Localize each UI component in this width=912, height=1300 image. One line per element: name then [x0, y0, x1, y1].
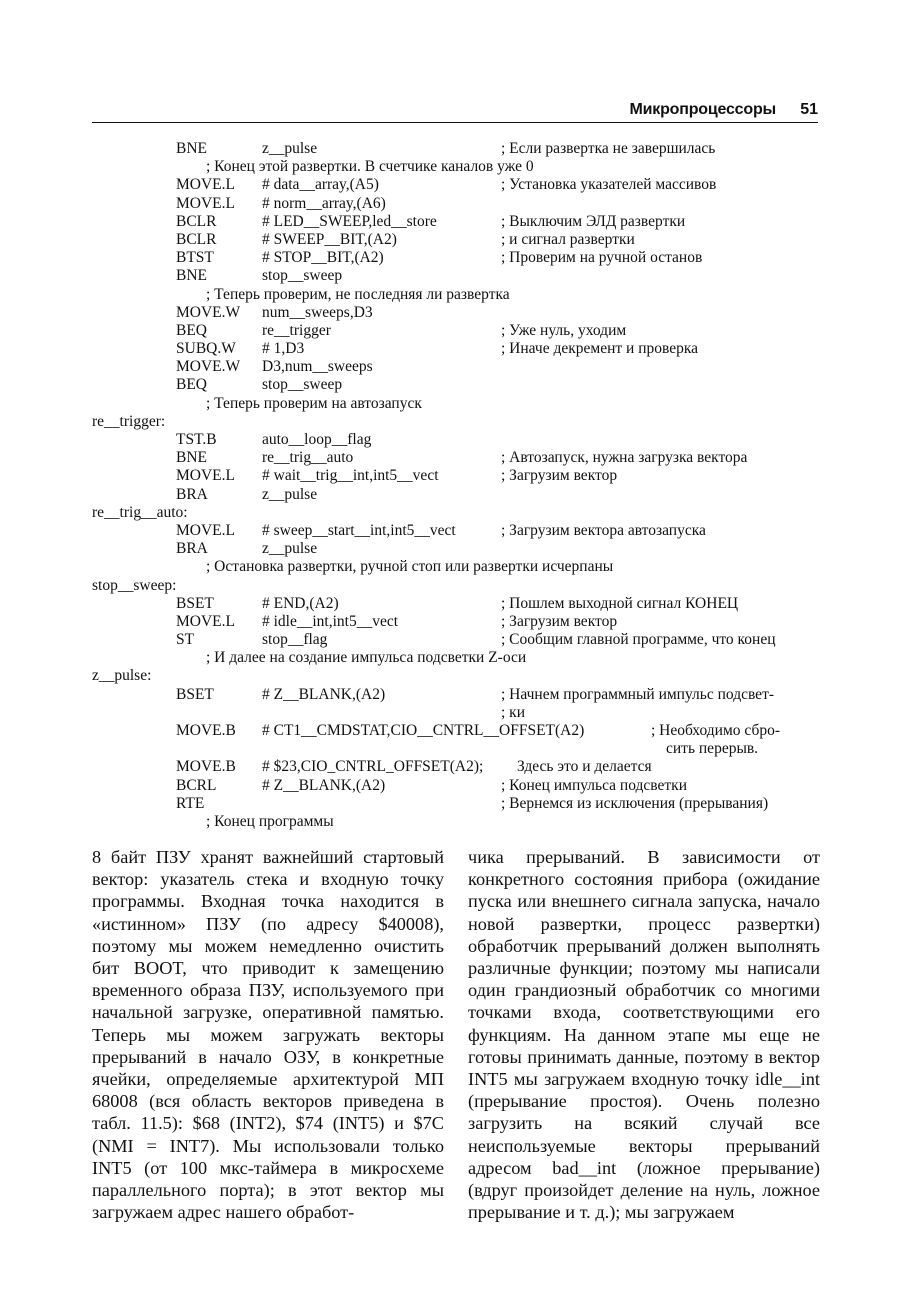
code-comment: ; Загрузим вектора автозапуска	[501, 521, 706, 539]
instruction-operand: D3,num__sweeps	[262, 358, 373, 376]
code-comment-line: ; Теперь проверим на автозапуск	[206, 394, 422, 412]
code-note-line	[0, 158, 912, 176]
instruction-operand: stop__sweep	[262, 376, 343, 394]
paragraph: чика прерываний. В зависимости от конкретного состояния прибора (ожидание пуска или внешнего сигнала запуска, начало новой развертки, процесс развертки) обработчик прерываний должен выполнять различные функции; поэтому мы написали один грандиозный обработчик со многими точками входа, соответствующими его функциям. На данном этапе мы еще не готовы принимать данные, поэтому в вектор INT5 мы загружаем входную точку idle__int (прерывание простоя). Очень полезно загрузить на всякий случай все неиспользуемые векторы прерываний адресом bad__int (ложное прерывание) (вдруг произойдет деление на нуль, ложное прерывание и т. д.); мы загружаем	[468, 847, 820, 1223]
code-comment: ; Загрузим вектор	[501, 612, 618, 630]
instruction-operand: # sweep__start__int,int5__vect	[262, 521, 456, 539]
section-title: Микропроцессоры	[629, 101, 776, 118]
page-number: 51	[800, 101, 818, 118]
code-label: re__trigger:	[92, 412, 166, 430]
code-comment: ; Конец импульса подсветки	[501, 776, 688, 794]
code-line	[0, 449, 912, 467]
instruction-mnemonic: SUBQ.W	[176, 340, 236, 358]
instruction-operand: # Z__BLANK,(A2)	[262, 776, 386, 794]
code-line	[0, 777, 912, 795]
code-line	[0, 195, 912, 213]
instruction-mnemonic: TST.B	[176, 431, 217, 448]
paragraph: 8 байт ПЗУ хранят важнейший стартовый вектор: указатель стека и входную точку программы. Входная точка находится в «истинном» ПЗУ (по адресу $40008), поэтому мы можем немедленно очистить бит BOOT, что приводит к замещению временного образа ПЗУ, используемого при начальной загрузке, оперативной памятью. Теперь мы можем загружать векторы прерываний в начало ОЗУ, в конкретные ячейки, определяемые архитектурой МП 68008 (вся область векторов приведена в табл. 11.5): $68 (INT2), $74 (INT5) и $7C (NMI = INT7). Мы использовали только INT5 (от 100 мкс-таймера в микросхеме параллельного порта); в этот вектор мы загружаем адрес нашего обработ-	[92, 847, 444, 1223]
code-line	[0, 140, 912, 158]
code-comment: ; Иначе декремент и проверка	[501, 340, 699, 358]
instruction-operand: # LED__SWEEP,led__store	[262, 212, 437, 230]
instruction-mnemonic: MOVE.L	[176, 467, 235, 485]
code-note-line	[0, 813, 912, 831]
instruction-operand: # 1,D3	[262, 340, 305, 358]
code-line	[0, 795, 912, 813]
code-note-line	[0, 286, 912, 304]
code-line	[0, 231, 912, 249]
code-line	[0, 304, 912, 322]
code-comment: ; Установка указателей массивов	[501, 176, 717, 194]
code-label-line	[0, 667, 912, 685]
instruction-operand: # data__array,(A5)	[262, 176, 379, 194]
instruction-operand: # Z__BLANK,(A2)	[262, 685, 386, 703]
code-comment-line: ; Остановка развертки, ручной стоп или развертки исчерпаны	[206, 558, 614, 576]
instruction-operand: re__trigger	[262, 321, 331, 339]
body-text-right-column	[468, 846, 820, 1223]
code-comment: ; и сигнал развертки	[501, 230, 635, 248]
code-line	[0, 758, 912, 776]
instruction-operand: num__sweeps,D3	[262, 303, 373, 321]
code-comment: ; Выключим ЭЛД развертки	[501, 212, 686, 230]
code-label: z__pulse:	[92, 667, 152, 685]
code-comment-line: ; Конец этой развертки. В счетчике каналов уже 0	[206, 158, 534, 176]
code-comment-line: ; Теперь проверим, не последняя ли развертка	[206, 285, 510, 303]
instruction-operand: stop__flag	[262, 631, 328, 649]
code-line	[0, 595, 912, 613]
code-comment-line: ; И далее на создание импульса подсветки Z-оси	[206, 649, 527, 667]
instruction-operand: # END,(A2)	[262, 594, 339, 612]
instruction-operand: # CT1__CMDSTAT,CIO__CNTRL__OFFSET(A2)	[262, 722, 585, 740]
code-comment-continuation: ; ки	[501, 703, 526, 721]
code-line	[0, 431, 912, 449]
code-line	[0, 686, 912, 722]
instruction-mnemonic: MOVE.L	[176, 521, 235, 539]
code-comment: ; Проверим на ручной останов	[501, 249, 703, 267]
instruction-mnemonic: BNE	[176, 140, 207, 157]
code-comment: ; Вернемся из исключения (прерывания)	[501, 794, 769, 812]
instruction-operand: z__pulse	[262, 485, 318, 503]
instruction-mnemonic: MOVE.W	[176, 358, 241, 376]
instruction-mnemonic: MOVE.W	[176, 303, 241, 321]
code-line	[0, 722, 912, 758]
code-comment: ; Если развертка не завершилась	[501, 140, 716, 157]
instruction-operand: auto__loop__flag	[262, 431, 372, 448]
code-note-line	[0, 395, 912, 413]
code-line	[0, 540, 912, 558]
instruction-operand: z__pulse	[262, 140, 318, 157]
instruction-operand: # wait__trig__int,int5__vect	[262, 467, 439, 485]
code-label: stop__sweep:	[92, 576, 177, 594]
code-line	[0, 267, 912, 285]
code-note-line	[0, 649, 912, 667]
code-comment-line: ; Конец программы	[206, 812, 334, 830]
instruction-mnemonic: MOVE.B	[176, 758, 236, 776]
code-line	[0, 486, 912, 504]
instruction-operand: # norm__array,(A6)	[262, 194, 386, 212]
code-comment: ; Начнем программный импульс подсвет-	[501, 685, 774, 703]
instruction-mnemonic: MOVE.B	[176, 722, 236, 740]
code-line	[0, 631, 912, 649]
code-comment: ; Необходимо сбро-	[651, 722, 780, 740]
running-header	[92, 100, 818, 123]
instruction-operand: # STOP__BIT,(A2)	[262, 249, 384, 267]
code-label-line	[0, 504, 912, 522]
code-comment: ; Сообщим главной программе, что конец	[501, 631, 776, 649]
body-text-left-column	[92, 846, 444, 1223]
code-comment: ; Автозапуск, нужна загрузка вектора	[501, 449, 748, 467]
code-comment: Здесь это и делается	[517, 758, 652, 776]
instruction-mnemonic: BNE	[176, 267, 207, 285]
instruction-mnemonic: MOVE.L	[176, 194, 235, 212]
instruction-operand: stop__sweep	[262, 267, 343, 285]
assembly-listing	[0, 140, 912, 831]
instruction-mnemonic: ST	[176, 631, 195, 649]
instruction-mnemonic: RTE	[176, 794, 205, 812]
code-comment-continuation: сить перерыв.	[666, 740, 759, 758]
instruction-operand: # $23,CIO_CNTRL_OFFSET(A2);	[262, 758, 484, 776]
code-line	[0, 376, 912, 394]
instruction-mnemonic: BRA	[176, 485, 208, 503]
instruction-operand: re__trig__auto	[262, 449, 354, 467]
code-line	[0, 522, 912, 540]
instruction-operand: # SWEEP__BIT,(A2)	[262, 230, 397, 248]
instruction-mnemonic: BNE	[176, 449, 207, 467]
instruction-mnemonic: BCRL	[176, 776, 217, 794]
instruction-mnemonic: BCLR	[176, 212, 217, 230]
code-comment: ; Уже нуль, уходим	[501, 321, 627, 339]
code-line	[0, 322, 912, 340]
instruction-operand: z__pulse	[262, 540, 318, 558]
instruction-operand: # idle__int,int5__vect	[262, 612, 399, 630]
instruction-mnemonic: BTST	[176, 249, 214, 267]
code-label: re__trig__auto:	[92, 503, 188, 521]
instruction-mnemonic: BCLR	[176, 230, 217, 248]
instruction-mnemonic: BSET	[176, 685, 214, 703]
code-line	[0, 176, 912, 194]
instruction-mnemonic: BSET	[176, 594, 214, 612]
code-line	[0, 613, 912, 631]
code-line	[0, 213, 912, 231]
code-line	[0, 340, 912, 358]
instruction-mnemonic: MOVE.L	[176, 176, 235, 194]
code-line	[0, 358, 912, 376]
code-note-line	[0, 558, 912, 576]
code-comment: ; Пошлем выходной сигнал КОНЕЦ	[501, 594, 739, 612]
code-comment: ; Загрузим вектор	[501, 467, 618, 485]
code-line	[0, 249, 912, 267]
code-label-line	[0, 413, 912, 431]
instruction-mnemonic: BRA	[176, 540, 208, 558]
code-line	[0, 467, 912, 485]
instruction-mnemonic: BEQ	[176, 321, 207, 339]
instruction-mnemonic: MOVE.L	[176, 612, 235, 630]
code-label-line	[0, 577, 912, 595]
instruction-mnemonic: BEQ	[176, 376, 207, 394]
